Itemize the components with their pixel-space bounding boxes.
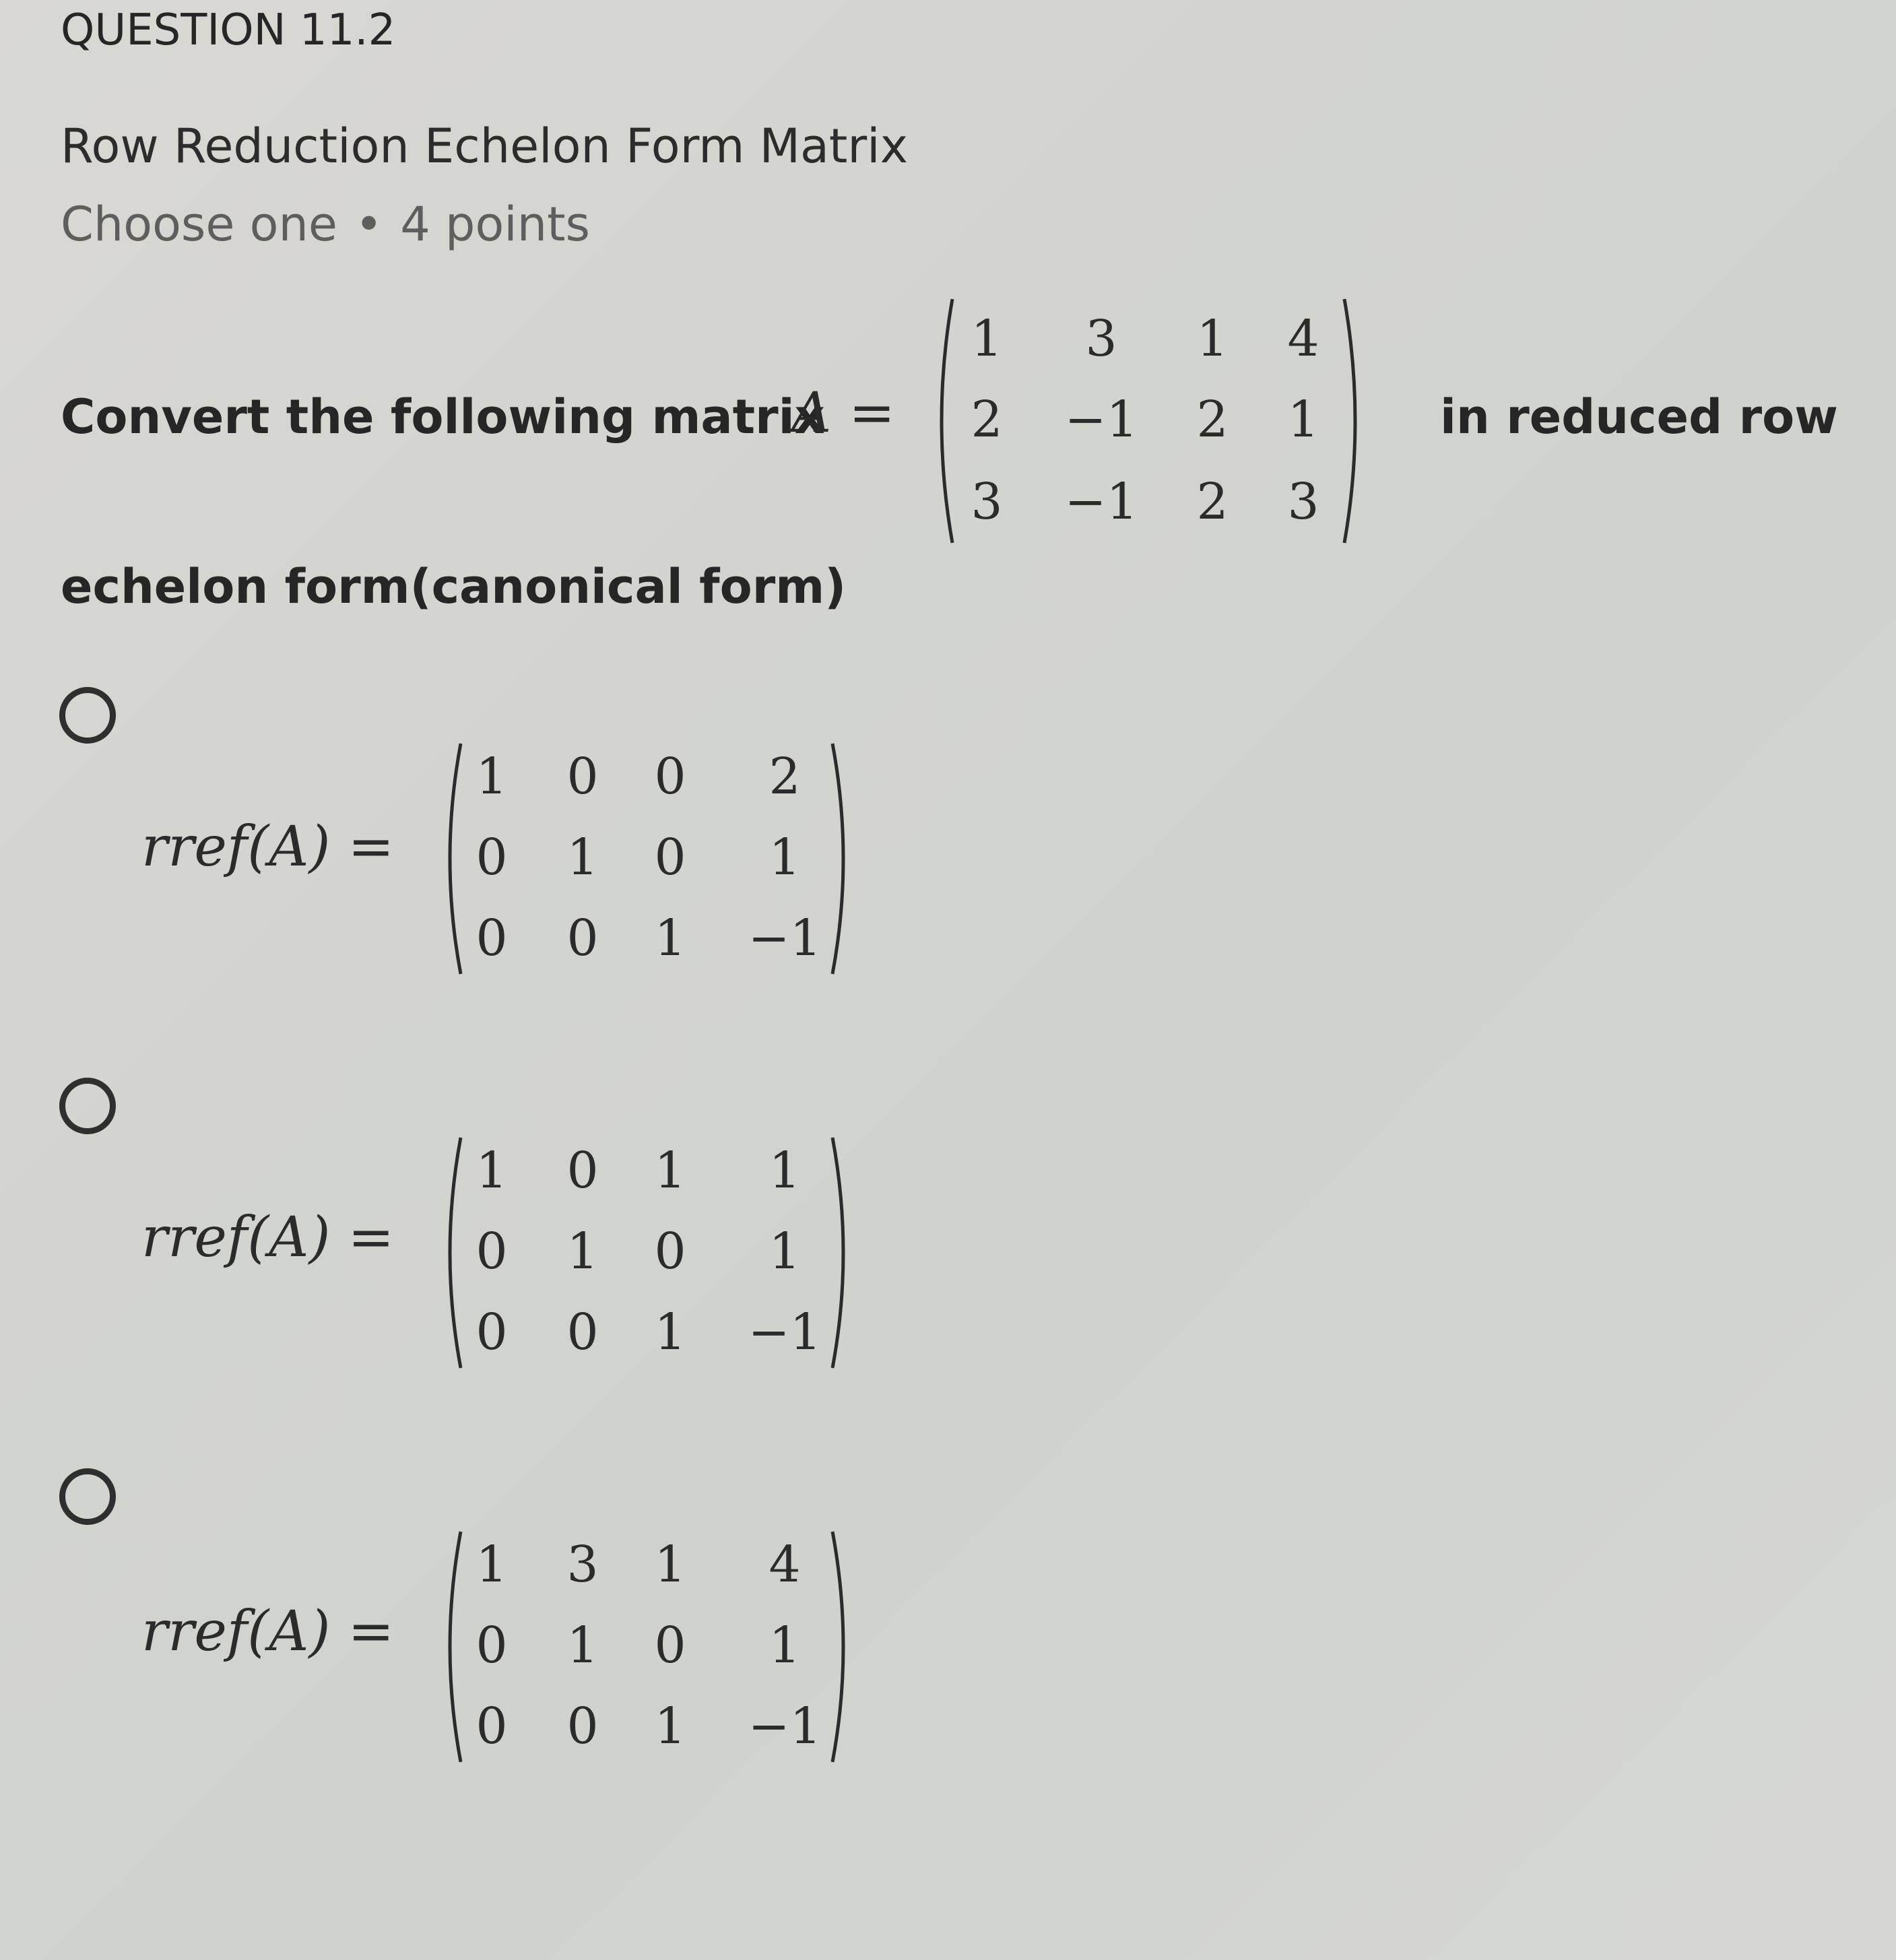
matrix-cell: 1 [654,1536,686,1594]
matrix-cell: 0 [476,1616,508,1674]
matrix-cell: 1 [769,1142,801,1200]
matrix-a [929,296,1367,546]
matrix-equation-label: A = [791,381,895,445]
matrix-cell: 0 [654,1222,686,1280]
matrix-cell: 0 [654,748,686,806]
matrix-cell: −1 [748,1697,822,1755]
matrix-cell: 1 [1287,391,1319,449]
matrix-cell: 1 [769,1222,801,1280]
matrix-cell: 1 [654,1303,686,1361]
matrix-cell: 0 [566,1142,599,1200]
matrix-cell: 0 [654,1616,686,1674]
matrix-cell: 1 [654,909,686,967]
matrix-cell: 2 [769,748,801,806]
matrix-cell: 1 [1196,310,1229,368]
matrix-cell: 0 [476,1697,508,1755]
answer-mode: Choose one [61,197,337,252]
matrix-cell: 1 [566,828,599,886]
matrix-cell: −1 [748,1303,822,1361]
matrix-cell: 1 [769,1616,801,1674]
option-1-label: rref(A) = [141,815,395,879]
matrix-cell: 0 [476,828,508,886]
question-meta [61,197,590,252]
matrix-cell: 1 [971,310,1003,368]
question-number: QUESTION 11.2 [61,5,396,55]
radio-button-3[interactable] [59,1468,116,1525]
matrix-cell: 1 [476,748,508,806]
matrix-cell: −1 [1064,473,1138,531]
right-paren [828,1135,855,1371]
matrix-cell: 1 [476,1536,508,1594]
matrix-cell: 0 [566,1303,599,1361]
matrix-cell: 0 [566,1697,599,1755]
matrix-cell: 3 [1287,473,1319,531]
matrix-cell: −1 [1064,391,1138,449]
matrix-cell: 0 [654,828,686,886]
matrix-cell: 3 [566,1536,599,1594]
prompt-text-start: Convert the following matrix [61,389,825,445]
matrix-cell: 4 [1287,310,1319,368]
matrix-cell: −1 [748,909,822,967]
prompt-text-continued: in reduced row [1440,389,1838,445]
right-paren [828,1529,855,1765]
option-2-matrix [438,1135,855,1371]
matrix-cell: 1 [654,1697,686,1755]
matrix-cell: 3 [971,473,1003,531]
option-2-label: rref(A) = [141,1206,395,1270]
matrix-cell: 2 [1196,473,1229,531]
matrix-cell: 0 [566,909,599,967]
matrix-cell: 0 [476,1303,508,1361]
radio-button-1[interactable] [59,687,116,744]
radio-button-2[interactable] [59,1078,116,1134]
matrix-cell: 0 [476,909,508,967]
option-3-label: rref(A) = [141,1600,395,1664]
matrix-cell: 1 [654,1142,686,1200]
prompt-text-end: echelon form(canonical form) [61,559,847,614]
matrix-cell: 3 [1085,310,1117,368]
matrix-cell: 2 [1196,391,1229,449]
right-paren [828,741,855,977]
option-1-matrix [438,741,855,977]
question-title: Row Reduction Echelon Form Matrix [61,119,909,174]
matrix-cell: 1 [476,1142,508,1200]
matrix-cell: 2 [971,391,1003,449]
matrix-cell: 4 [769,1536,801,1594]
meta-separator: • [354,197,383,252]
option-3-matrix [438,1529,855,1765]
matrix-cell: 1 [769,828,801,886]
matrix-cell: 1 [566,1616,599,1674]
matrix-cell: 1 [566,1222,599,1280]
matrix-cell: 0 [476,1222,508,1280]
matrix-cell: 0 [566,748,599,806]
points-value: 4 points [400,197,591,252]
